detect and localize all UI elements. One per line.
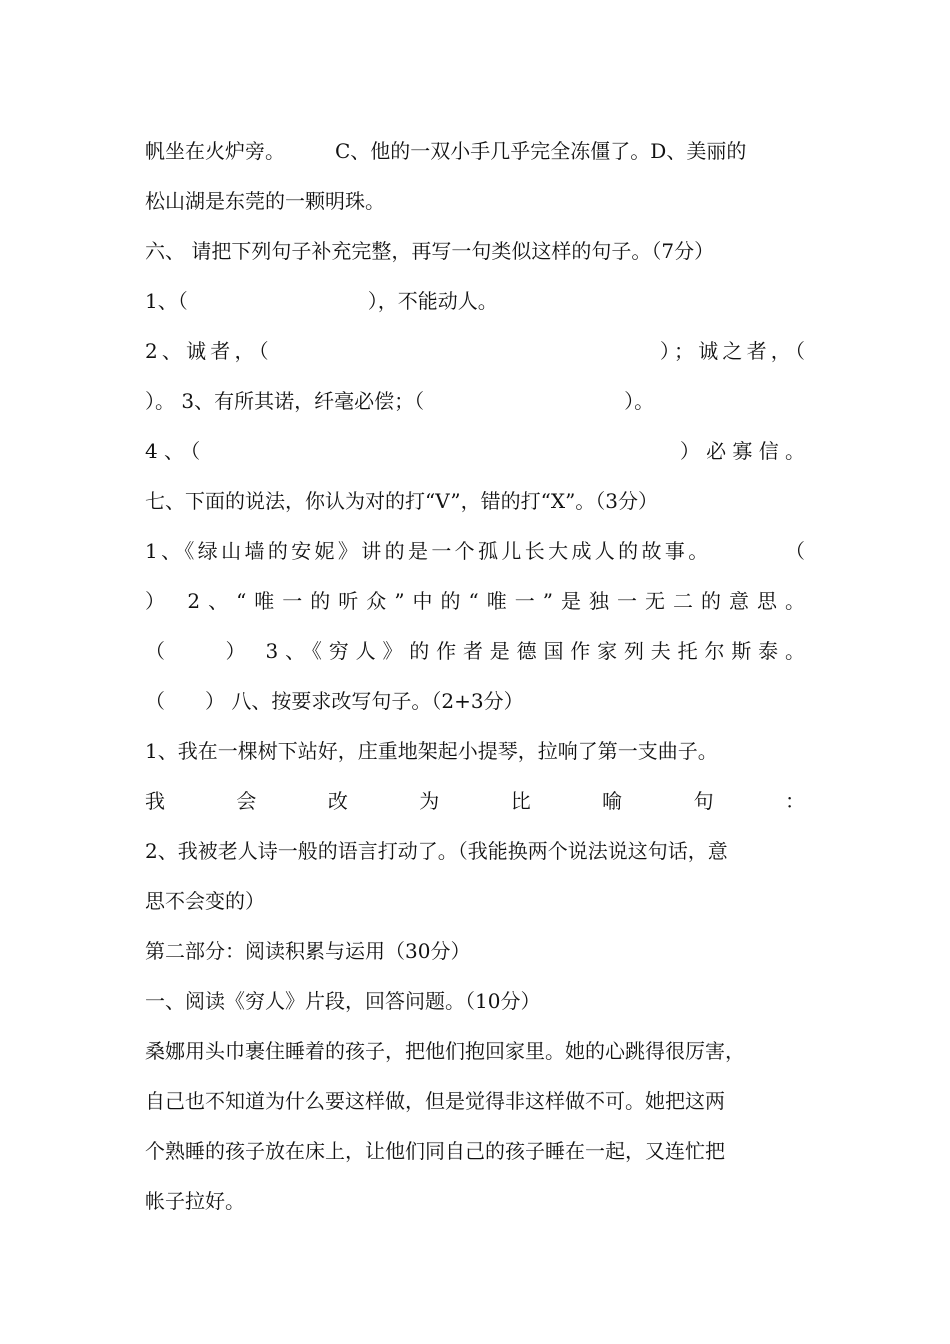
part-heading: 第二部分：阅读积累与运用（30分） [145,939,471,963]
question-line: 1、《绿山墙的安妮》讲的是一个孤儿长大成人的故事。 （ [145,539,805,563]
question-line: 2、诚者，（ ）；诚之者，（ [145,339,805,363]
passage-line: 自己也不知道为什么要这样做，但是觉得非这样做不可。她把这两 [145,1089,725,1113]
question-line: 1、我在一棵树下站好，庄重地架起小提琴，拉响了第一支曲子。 [145,739,718,763]
section-heading: 六、 请把下列句子补充完整，再写一句类似这样的句子。（7分） [145,239,715,263]
question-line: 2、我被老人诗一般的语言打动了。（我能换两个说法说这句话，意 [145,839,728,863]
text-line: 松山湖是东莞的一颗明珠。 [145,189,385,213]
question-line: ） 2、“唯一的听众”中的“唯一”是独一无二的意思。 [145,589,805,613]
passage-line: 个熟睡的孩子放在床上，让他们同自己的孩子睡在一起，又连忙把 [145,1139,725,1163]
question-line: 思不会变的） [145,889,265,913]
section-heading: 一、阅读《穷人》片段，回答问题。（10分） [145,989,541,1013]
section-heading: 七、下面的说法，你认为对的打“V”，错的打“X”。（3分） [145,489,659,513]
section-heading: （ ） 八、按要求改写句子。（2+3分） [145,689,524,713]
text-line: 帆坐在火炉旁。 C、他的一双小手几乎完全冻僵了。D、美丽的 [145,139,747,163]
passage-line: 桑娜用头巾裹住睡着的孩子，把他们抱回家里。她的心跳得很厉害， [145,1039,745,1063]
question-line: 4、（ ）必寡信。 [145,439,805,463]
question-line: ）。 3、有所其诺，纤毫必偿；（ ）。 [145,389,655,413]
passage-line: 帐子拉好。 [145,1189,245,1213]
question-line: 我会改为比喻句： [145,789,805,813]
question-line: 1、（ ），不能动人。 [145,289,498,313]
question-line: （ ） 3、《穷人》的作者是德国作家列夫托尔斯泰。 [145,639,805,663]
